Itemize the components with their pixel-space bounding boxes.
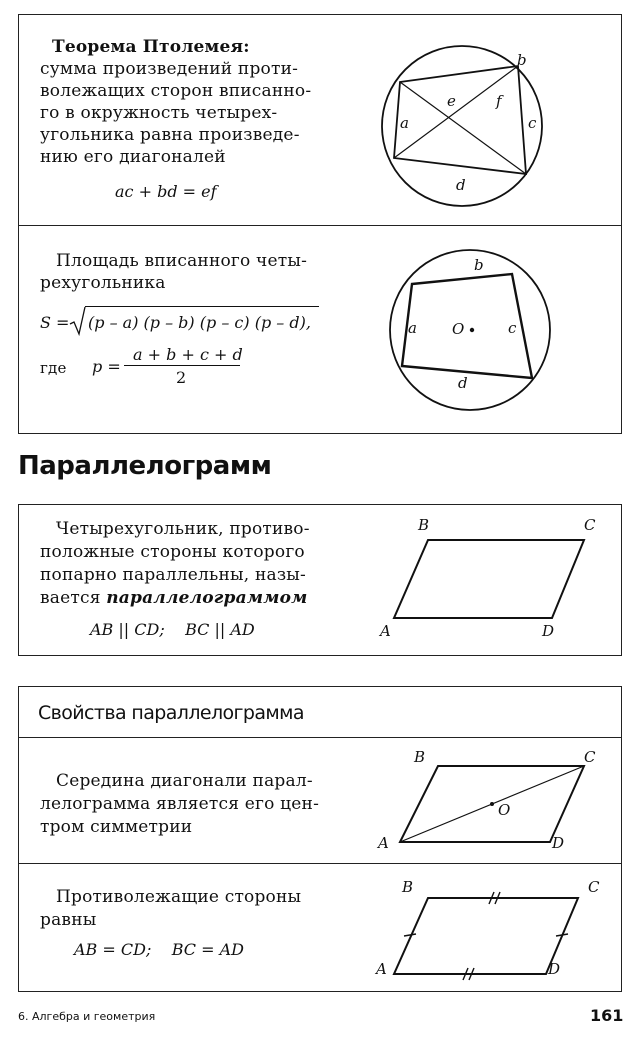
definition-line-3: попарно параллельны, назы- <box>40 565 306 585</box>
ptolemy-line-3: го в окружность четырех- <box>40 103 278 123</box>
label-a: a <box>408 319 417 337</box>
area-p-eq: p = <box>92 357 121 376</box>
label-A: A <box>376 960 387 978</box>
definition-prefix: вается <box>40 588 107 608</box>
prop1-line-3: тром симметрии <box>40 817 193 837</box>
box-divider <box>19 737 621 738</box>
label-f: f <box>496 92 502 110</box>
label-B: B <box>414 748 426 766</box>
ptolemy-line-2: волежащих сторон вписанно- <box>40 81 312 101</box>
fraction-line <box>124 365 240 366</box>
tick-cd <box>556 934 568 936</box>
label-C: C <box>588 878 600 896</box>
label-D: D <box>552 834 565 852</box>
area-line-1: Площадь вписанного четы- <box>56 251 308 271</box>
label-B: B <box>402 878 414 896</box>
ptolemy-line-5: нию его диагоналей <box>40 147 226 167</box>
box-divider <box>19 225 621 226</box>
ptolemy-line-1: сумма произведений проти- <box>40 59 299 79</box>
radical-sign <box>70 306 86 336</box>
tick-ab <box>404 934 416 936</box>
label-c: c <box>508 319 517 337</box>
parallelogram <box>394 540 584 618</box>
label-b: b <box>517 51 527 69</box>
label-c: c <box>528 114 537 132</box>
center-point <box>490 802 494 806</box>
label-A: A <box>380 622 391 640</box>
definition-term: параллелограммом <box>106 588 308 608</box>
definition-line-1: Четырехугольник, противо- <box>56 519 310 539</box>
area-numerator: a + b + c + d <box>133 345 243 364</box>
label-d: d <box>458 374 468 392</box>
definition-formula: AB || CD; BC || AD <box>90 620 255 639</box>
label-C: C <box>584 516 596 534</box>
label-C: C <box>584 748 596 766</box>
prop2-line-2: равны <box>40 910 97 930</box>
symmetry-diagram <box>376 748 606 858</box>
footer-chapter: 6. Алгебра и геометрия <box>18 1010 156 1023</box>
inscribed-quadrilateral <box>394 66 526 174</box>
label-D: D <box>548 960 561 978</box>
label-e: e <box>447 92 456 110</box>
prop2-formula: AB = CD; BC = AD <box>74 940 244 959</box>
prop1-line-1: Середина диагонали парал- <box>56 771 313 791</box>
center-point <box>470 328 474 332</box>
label-B: B <box>418 516 430 534</box>
parallelogram-diagram <box>380 516 610 646</box>
radical-bar <box>85 306 319 307</box>
area-line-2: рехугольника <box>40 273 166 293</box>
label-D: D <box>542 622 555 640</box>
area-where: где <box>40 359 67 377</box>
ptolemy-formula: ac + bd = ef <box>115 182 217 201</box>
cyclic-quad-diagram <box>390 250 560 420</box>
definition-line-4 <box>40 587 307 609</box>
area-denominator: 2 <box>176 368 187 387</box>
equal-sides-diagram <box>376 878 606 984</box>
label-d: d <box>456 176 466 194</box>
section-title: Параллелограмм <box>18 451 272 481</box>
box-divider <box>19 863 621 864</box>
prop2-line-1: Противолежащие стороны <box>56 887 302 907</box>
ptolemy-line-4: угольника равна произведе- <box>40 125 300 145</box>
definition-line-2: положные стороны которого <box>40 542 305 562</box>
label-a: a <box>400 114 409 132</box>
label-b: b <box>474 256 484 274</box>
label-A: A <box>378 834 389 852</box>
label-O: O <box>498 801 511 819</box>
page-number: 161 <box>590 1006 624 1025</box>
area-s-eq: S = <box>40 313 70 332</box>
ptolemy-title: Теорема Птолемея: <box>52 37 250 57</box>
label-o: O <box>452 320 465 338</box>
properties-title: Свойства параллелограмма <box>38 702 304 724</box>
ptolemy-diagram <box>380 46 580 216</box>
prop1-line-2: лелограмма является его цен- <box>40 794 320 814</box>
area-formula-root: (p – a) (p – b) (p – c) (p – d), <box>88 313 311 332</box>
